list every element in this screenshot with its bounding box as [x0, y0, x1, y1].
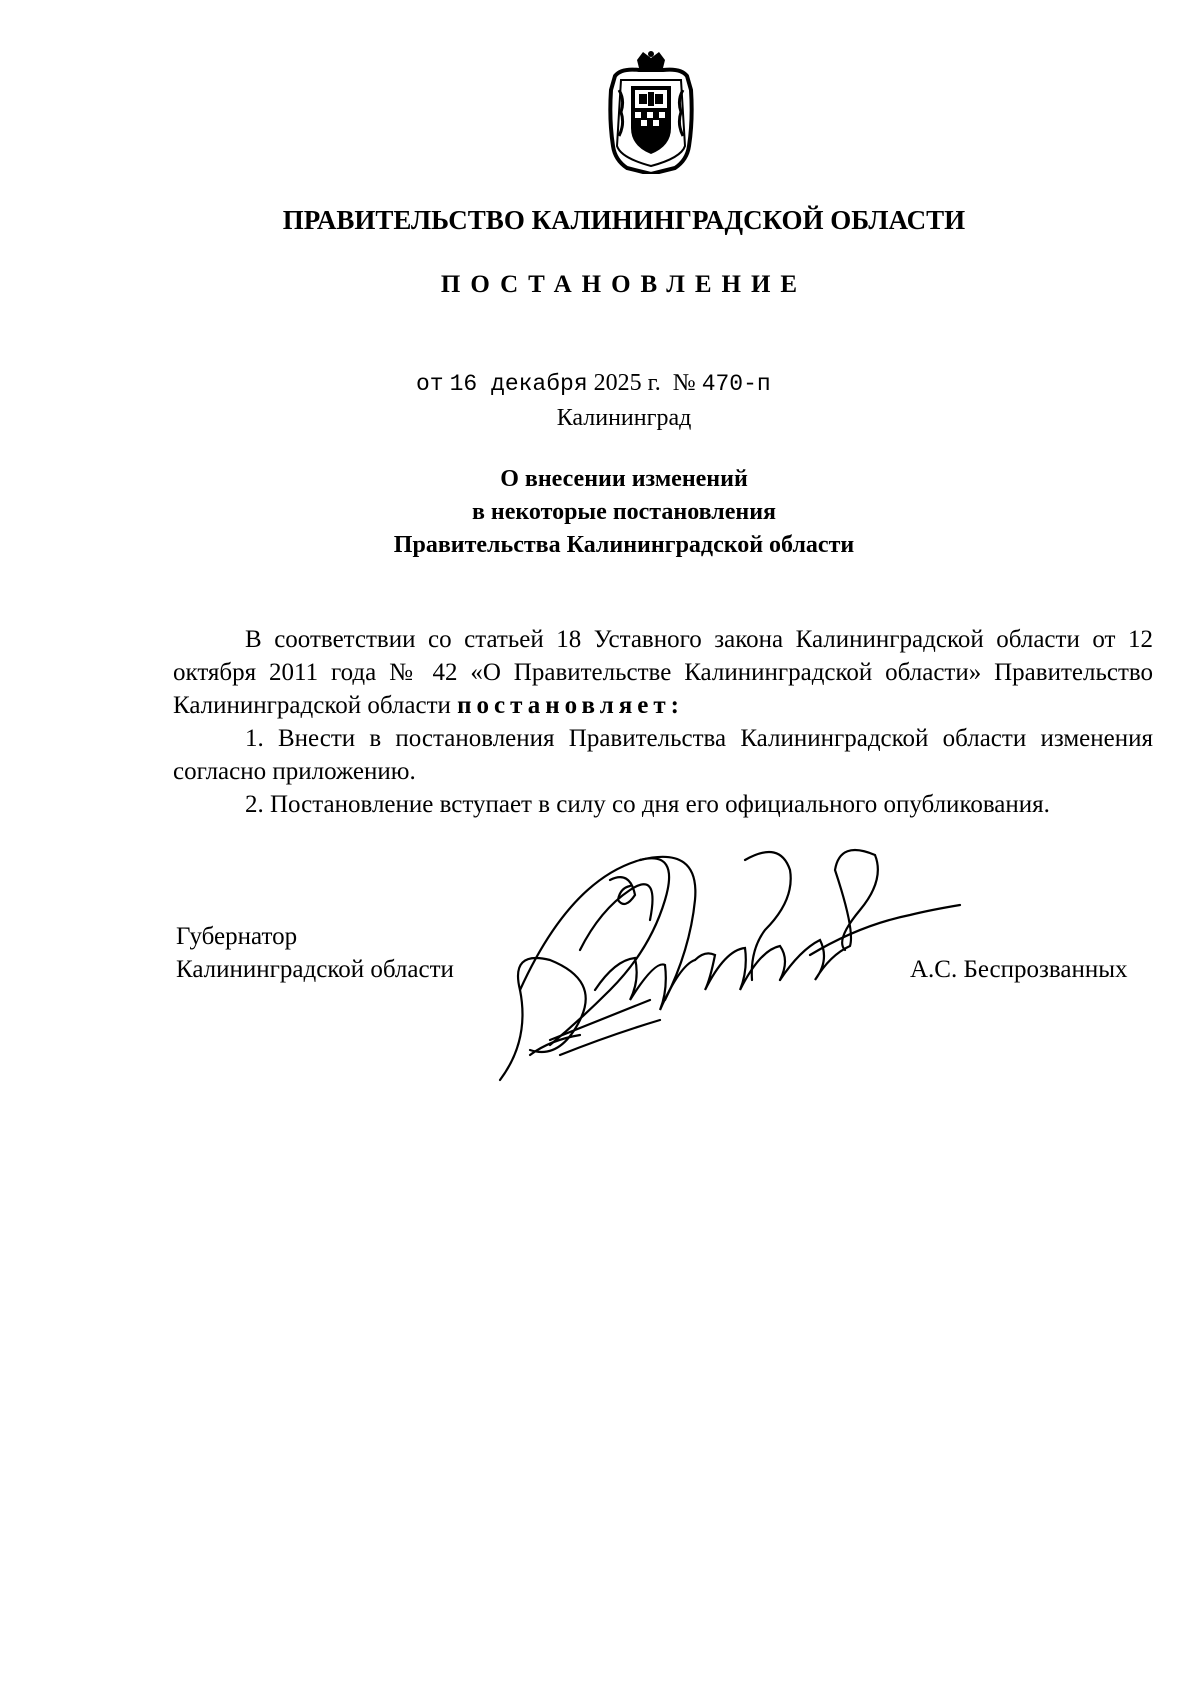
signer-name: А.С. Беспрозванных	[910, 956, 1128, 983]
subject-line-1: О внесении изменений	[500, 466, 748, 492]
signer-position	[176, 920, 454, 986]
date-prefix: от	[416, 371, 444, 397]
signer-position-line-2: Калининградской области	[176, 956, 454, 983]
coat-of-arms-icon	[601, 50, 701, 174]
organization-title: ПРАВИТЕЛЬСТВО КАЛИНИНГРАДСКОЙ ОБЛАСТИ	[282, 205, 966, 235]
city-name: Калининград	[556, 405, 692, 431]
date-day-month: 16 декабря	[449, 371, 588, 397]
number-sign: №	[672, 370, 696, 396]
signer-position-line-1: Губернатор	[176, 923, 298, 950]
item-1: 1. Внести в постановления Правительства Калининградской области изменения согласно приложению.	[173, 725, 1153, 785]
preamble-paragraph	[173, 623, 1153, 722]
document-subject	[0, 463, 1200, 562]
handwritten-signature	[490, 840, 980, 1090]
item-2: 2. Постановление вступает в силу со дня его официального опубликования.	[245, 791, 1050, 818]
date-year: 2025 г.	[593, 370, 661, 396]
decree-word: постановляет:	[457, 692, 684, 719]
document-body	[173, 623, 1153, 821]
date-number-line	[416, 370, 771, 397]
document-number: 470-п	[701, 371, 771, 397]
document-type-heading: ПОСТАНОВЛЕНИЕ	[440, 271, 808, 298]
subject-line-2: в некоторые постановления	[471, 499, 777, 525]
subject-line-3: Правительства Калининградской области	[393, 532, 855, 558]
preamble-text: В соответствии со статьей 18 Уставного закона Калининградской области от 12 октября 2011 года № 42 «О Правительстве Калининградской области» Правительство Калининградской области	[173, 626, 1153, 719]
